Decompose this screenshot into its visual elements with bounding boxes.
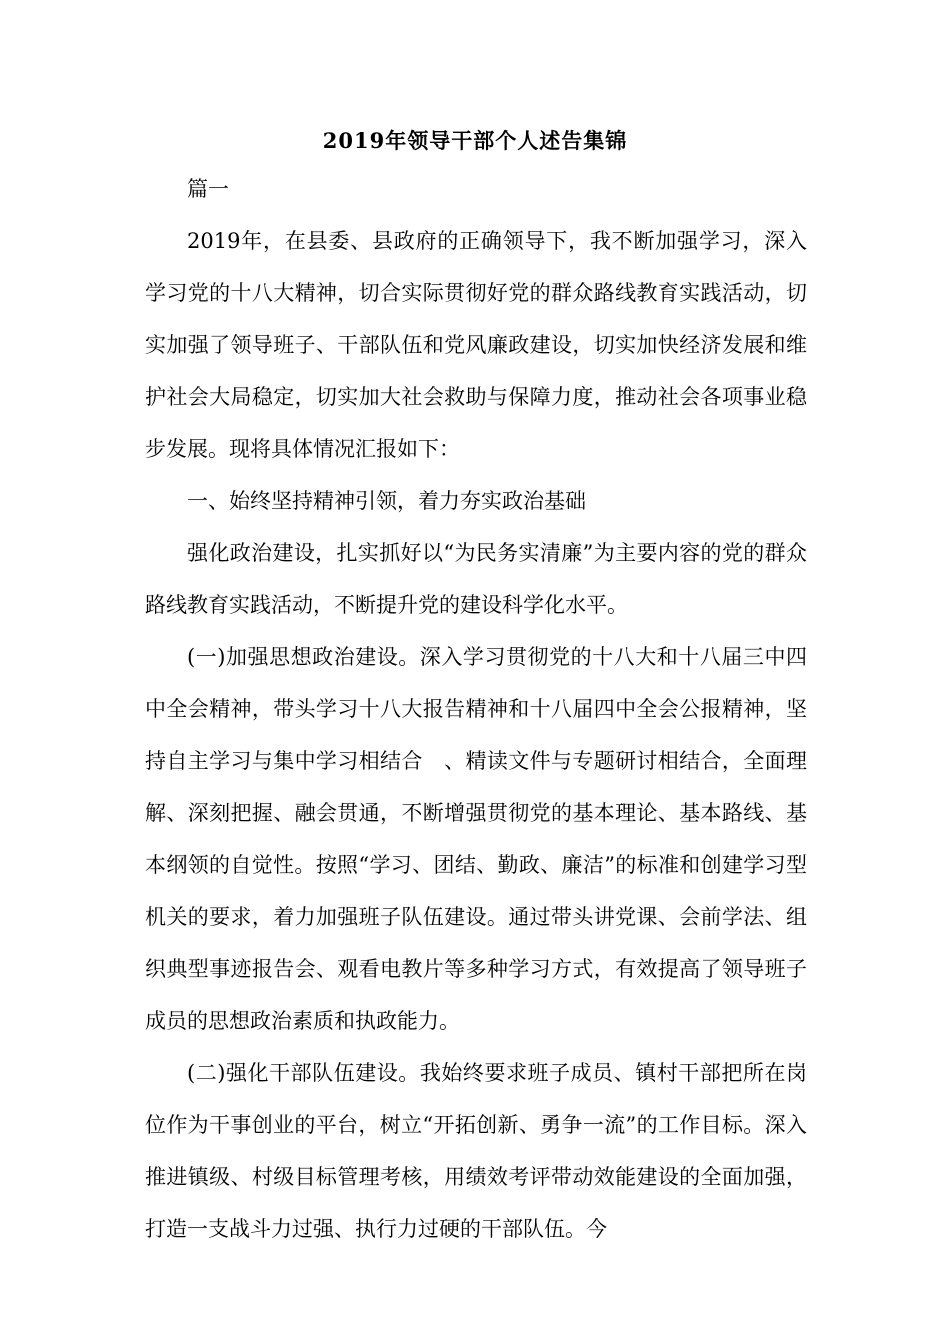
section-heading: 一、始终坚持精神引领，着力夯实政治基础 — [187, 489, 586, 513]
paragraph-intro: 2019年，在县委、县政府的正确领导下，我不断加强学习，深入学习党的十八大精神，切合实际贯彻好党的群众路线教育实践活动，切实加强了领导班子、干部队伍和党风廉政建设，切实加快经济发展和维护社会大局稳定，切实加大社会救助与保障力度，推动社会各项事业稳步发展。现将具体情况汇报如下： — [145, 229, 807, 461]
paragraph-cadre: (二)强化干部队伍建设。我始终要求班子成员、镇村干部把所在岗位作为干事创业的平台，树立“开拓创新、勇争一流”的工作目标。深入推进镇级、村级目标管理考核，用绩效考评带动效能建设的全面加强，打造一支战斗力过强、执行力过硬的干部队伍。今 — [145, 1061, 807, 1241]
document-title: 2019年领导干部个人述告集锦 — [322, 128, 628, 153]
paragraph-political: 强化政治建设，扎实抓好以“为民务实清廉”为主要内容的党的群众路线教育实践活动，不断提升党的建设科学化水平。 — [145, 541, 807, 617]
document-body — [145, 163, 807, 1255]
paragraph-ideology: (一)加强思想政治建设。深入学习贯彻党的十八大和十八届三中四中全会精神，带头学习十八大报告精神和十八届四中全会公报精神，坚持自主学习与集中学习相结合 、精读文件与专题研讨相结合，全面理解、深刻把握、融会贯通，不断增强贯彻党的基本理论、基本路线、基本纲领的自觉性。按照“学习、团结、勤政、廉洁”的标准和创建学习型机关的要求，着力加强班子队伍建设。通过带头讲党课、会前学法、组织典型事迹报告会、观看电教片等多种学习方式，有效提高了领导班子成员的思想政治素质和执政能力。 — [145, 645, 807, 1033]
section-label: 篇一 — [187, 177, 229, 201]
